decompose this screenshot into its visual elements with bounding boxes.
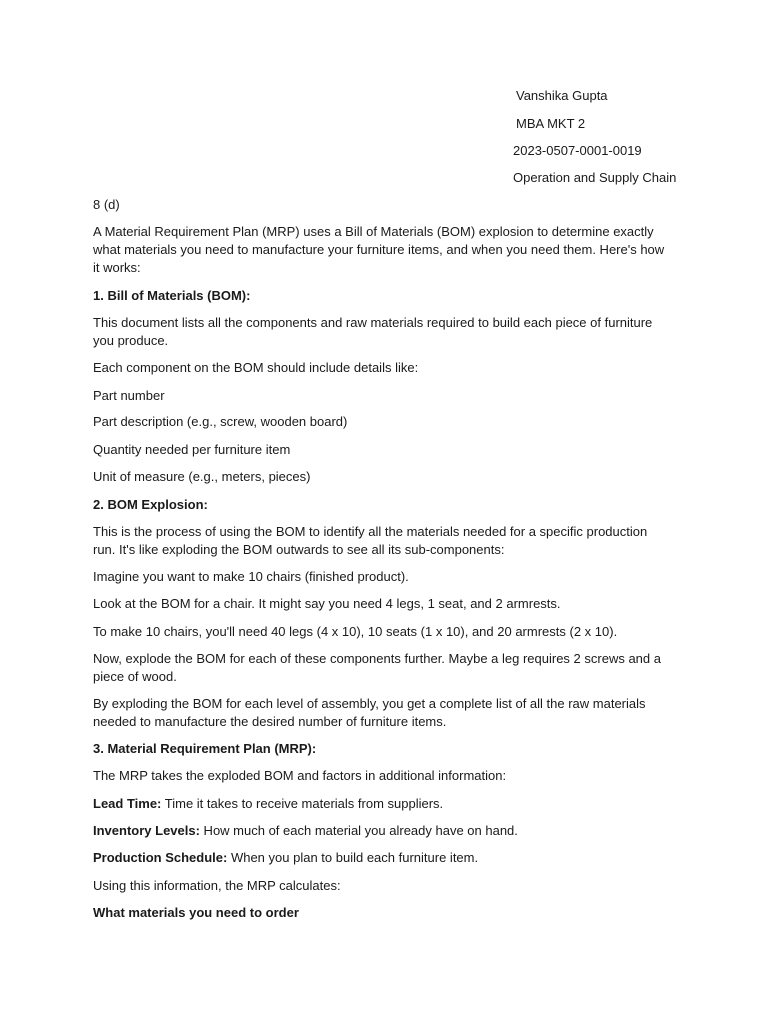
section3-p2: Using this information, the MRP calculates:	[93, 878, 341, 893]
section3-p3: What materials you need to order	[93, 905, 299, 920]
section1-heading: 1. Bill of Materials (BOM):	[93, 288, 251, 303]
section2-p6-line1: By exploding the BOM for each level of assembly, you get a complete list of all the raw materials	[93, 696, 646, 711]
inventory-text: How much of each material you already have on hand.	[199, 823, 518, 838]
intro-line-1: A Material Requirement Plan (MRP) uses a Bill of Materials (BOM) explosion to determine exactly	[93, 224, 654, 239]
section2-p6-line2: needed to manufacture the desired number of furniture items.	[93, 714, 447, 729]
inventory-item	[93, 822, 693, 840]
list-item: Quantity needed per furniture item	[93, 442, 291, 457]
section2-p5-line2: piece of wood.	[93, 669, 177, 684]
intro-line-3: it works:	[93, 260, 141, 275]
subject: Operation and Supply Chain	[513, 170, 677, 185]
program: MBA MKT 2	[516, 116, 586, 131]
section2-p3: Look at the BOM for a chair. It might say you need 4 legs, 1 seat, and 2 armrests.	[93, 596, 561, 611]
section2-heading: 2. BOM Explosion:	[93, 497, 208, 512]
section2-p4: To make 10 chairs, you'll need 40 legs (4 x 10), 10 seats (1 x 10), and 20 armrests (2 x 10).	[93, 624, 618, 639]
lead-time-item	[93, 795, 693, 813]
section1-p2: Each component on the BOM should include details like:	[93, 360, 419, 375]
roll-number: 2023-0507-0001-0019	[513, 143, 642, 158]
section1-p1-line1: This document lists all the components and raw materials required to build each piece of furniture	[93, 315, 653, 330]
lead-time-label: Lead Time:	[93, 796, 162, 811]
section3-heading: 3. Material Requirement Plan (MRP):	[93, 741, 317, 756]
inventory-label: Inventory Levels:	[93, 823, 200, 838]
section2-p1-line1: This is the process of using the BOM to identify all the materials needed for a specific production	[93, 524, 648, 539]
production-item	[93, 849, 693, 867]
student-name: Vanshika Gupta	[516, 88, 608, 103]
section1-p1-line2: you produce.	[93, 333, 169, 348]
list-item: Unit of measure (e.g., meters, pieces)	[93, 469, 311, 484]
production-label: Production Schedule:	[93, 850, 228, 865]
intro-line-2: what materials you need to manufacture your furniture items, and when you need them. Here's how	[93, 242, 665, 257]
lead-time-text: Time it takes to receive materials from suppliers.	[161, 796, 444, 811]
section2-p5-line1: Now, explode the BOM for each of these components further. Maybe a leg requires 2 screws and a	[93, 651, 661, 666]
production-text: When you plan to build each furniture item.	[227, 850, 479, 865]
section2-p2: Imagine you want to make 10 chairs (finished product).	[93, 569, 409, 584]
question-number: 8 (d)	[93, 197, 120, 212]
section3-p1: The MRP takes the exploded BOM and factors in additional information:	[93, 768, 507, 783]
list-item: Part number	[93, 388, 165, 403]
section2-p1-line2: run. It's like exploding the BOM outwards to see all its sub-components:	[93, 542, 505, 557]
list-item: Part description (e.g., screw, wooden board)	[93, 414, 348, 429]
